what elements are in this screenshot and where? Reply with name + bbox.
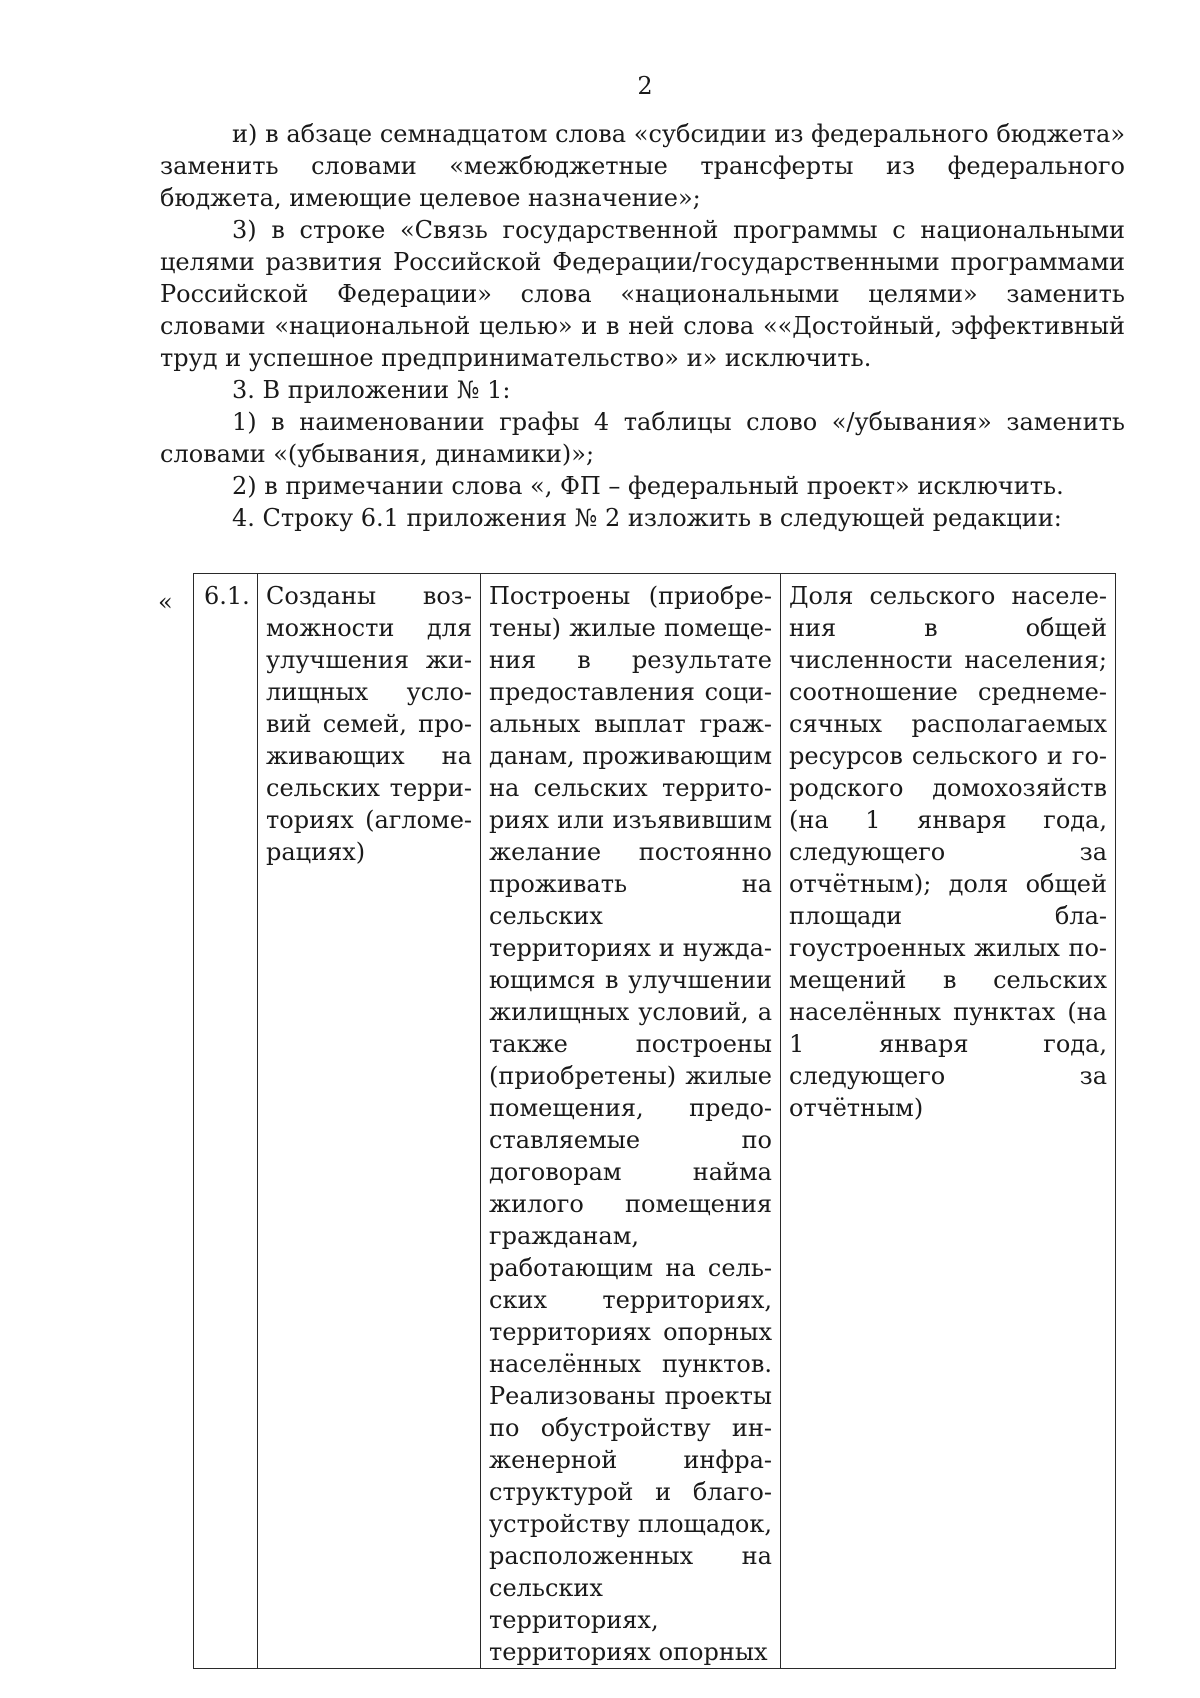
paragraph-appendix-1-heading: 3. В приложении № 1:	[232, 376, 511, 404]
task-cell: Созданы возможности для улучшения жилищных условий семей, проживающих на сельских территориях (агломерациях)	[258, 574, 481, 1669]
paragraph-appendix-1-item-2: 2) в примечании слова «, ФП – федеральный проект» исключить.	[232, 472, 1064, 500]
paragraph-subparagraph-i: и) в абзаце семнадцатом слова «субсидии из федерального бюджета» заменить словами «межбюджетные трансферты из федерального бюджета, имеющие целевое назначение»;	[160, 120, 1125, 212]
paragraph-item-3-national-goals: 3) в строке «Связь государственной программы с национальными целями развития Российской Федерации/государственными программами Российской Федерации» слова «национальными целями» заменить словами «национальной целью» и в ней слова ««Достойный, эффективный труд и успешное предпринимательство» и» исключить.	[160, 216, 1125, 372]
row-number-cell: 6.1.	[194, 574, 258, 1669]
result-cell: Построены (приобретены) жилые помещения в результате предоставления социальных выплат гражданам, проживающим на сельских территориях или изъявившим желание постоянно проживать на сельских территориях и нуждающимся в улучшении жилищных условий, а также построены (приобретены) жилые помещения, предоставляемые по договорам найма жилого помещения гражданам, работающим на сельских территориях, территориях опорных населённых пунктов. Реализованы проекты по обустройству инженерной инфраструктурой и благоустройству площадок, расположенных на сельских территориях, территориях опорных	[481, 574, 781, 1669]
appendix-table-row-6-1	[193, 573, 1116, 1669]
table-row	[194, 574, 1116, 1669]
document-body	[160, 118, 1125, 534]
page-number: 2	[637, 72, 653, 100]
indicator-cell: Доля сельского населения в общей численности населения; соотношение среднемесячных располагаемых ресурсов сельского и городского домохозяйств (на 1 января года, следующего за отчётным); доля общей площади благоустроенных жилых помещений в сельских населённых пунктах (на 1 января года, следующего за отчётным)	[781, 574, 1116, 1669]
paragraph-appendix-2-row: 4. Строку 6.1 приложения № 2 изложить в следующей редакции:	[232, 504, 1062, 532]
table-opening-quote: «	[158, 588, 173, 616]
paragraph-appendix-1-item-1: 1) в наименовании графы 4 таблицы слово «/убывания» заменить словами «(убывания, динамики)»;	[160, 408, 1125, 468]
